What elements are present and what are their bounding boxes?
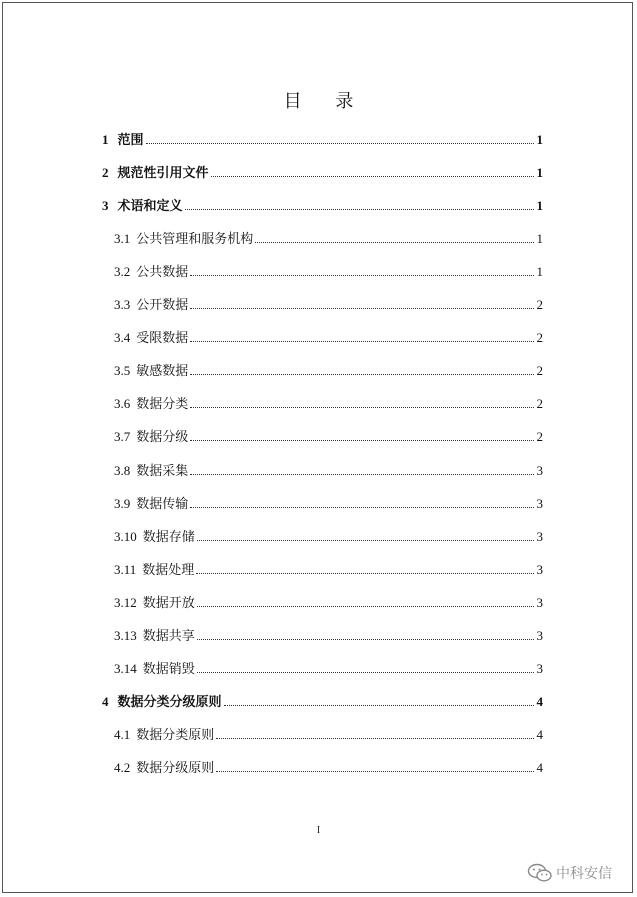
toc-entry-page: 3 bbox=[536, 628, 543, 643]
toc-dot-leader bbox=[197, 671, 534, 673]
toc-entry-page: 3 bbox=[536, 463, 543, 478]
toc-dot-leader bbox=[255, 241, 534, 243]
toc-entry-label: 规范性引用文件 bbox=[117, 166, 209, 181]
toc-entry-number: 3.14 bbox=[114, 661, 137, 676]
toc-entry-label: 数据传输 bbox=[136, 497, 189, 512]
toc-dot-leader bbox=[196, 572, 534, 574]
toc-entry-label: 数据分类原则 bbox=[136, 728, 215, 743]
toc-entry-page: 1 bbox=[536, 132, 543, 147]
toc-entry-label: 术语和定义 bbox=[117, 199, 183, 214]
toc-entry-number: 3.6 bbox=[114, 396, 131, 411]
toc-entry-label: 受限数据 bbox=[136, 331, 189, 346]
toc-dot-leader bbox=[190, 340, 534, 342]
toc-entry-label: 数据分级原则 bbox=[136, 761, 215, 776]
toc-entry-number: 3.1 bbox=[114, 231, 131, 246]
toc-dot-leader bbox=[197, 605, 534, 607]
toc-entry-number: 4.1 bbox=[114, 727, 131, 742]
toc-dot-leader bbox=[190, 506, 534, 508]
toc-entry[interactable] bbox=[114, 724, 543, 743]
toc-entry-number: 3.13 bbox=[114, 628, 137, 643]
table-of-contents bbox=[3, 3, 632, 892]
toc-entry-label: 数据处理 bbox=[142, 563, 195, 578]
toc-dot-leader bbox=[185, 208, 534, 210]
toc-entry[interactable] bbox=[114, 294, 543, 313]
toc-entry-number: 3.7 bbox=[114, 429, 131, 444]
toc-entry-label: 数据分级 bbox=[136, 430, 189, 445]
toc-entry-page: 2 bbox=[536, 297, 543, 312]
watermark-text: 中科安信 bbox=[556, 866, 612, 882]
toc-entry[interactable] bbox=[102, 691, 543, 710]
toc-dot-leader bbox=[190, 406, 534, 408]
toc-entry-label: 数据存储 bbox=[142, 530, 195, 545]
toc-entry-page: 1 bbox=[536, 231, 543, 246]
toc-entry-number: 3.3 bbox=[114, 297, 131, 312]
toc-entry-label: 公开数据 bbox=[136, 298, 189, 313]
toc-entry-page: 3 bbox=[536, 595, 543, 610]
toc-entry-label: 敏感数据 bbox=[136, 364, 189, 379]
toc-entry-page: 3 bbox=[536, 562, 543, 577]
toc-dot-leader bbox=[224, 704, 534, 706]
toc-entry-page: 1 bbox=[536, 165, 543, 180]
toc-entry[interactable] bbox=[114, 625, 543, 644]
wechat-icon bbox=[527, 863, 553, 883]
toc-entry-number: 3.11 bbox=[114, 562, 137, 577]
toc-dot-leader bbox=[190, 307, 534, 309]
toc-entry-page: 2 bbox=[536, 363, 543, 378]
toc-entry[interactable] bbox=[114, 426, 543, 445]
toc-entry[interactable] bbox=[114, 228, 543, 247]
toc-entry-label: 公共管理和服务机构 bbox=[136, 232, 254, 247]
toc-entry[interactable] bbox=[114, 460, 543, 479]
toc-entry[interactable] bbox=[114, 493, 543, 512]
toc-entry-number: 3.9 bbox=[114, 496, 131, 511]
toc-entry[interactable] bbox=[114, 592, 543, 611]
toc-entry-label: 数据销毁 bbox=[142, 662, 195, 677]
toc-entry-page: 4 bbox=[536, 694, 543, 709]
toc-entry[interactable] bbox=[114, 261, 543, 280]
toc-dot-leader bbox=[211, 175, 534, 177]
toc-dot-leader bbox=[216, 770, 534, 772]
toc-entry-page: 4 bbox=[536, 760, 543, 775]
toc-entry[interactable] bbox=[102, 129, 543, 148]
toc-entry-number: 3.12 bbox=[114, 595, 137, 610]
toc-entry[interactable] bbox=[102, 195, 543, 214]
toc-entry-number: 3.2 bbox=[114, 264, 131, 279]
toc-dot-leader bbox=[190, 373, 534, 375]
toc-entry-label: 数据共享 bbox=[142, 629, 195, 644]
toc-entry-label: 数据采集 bbox=[136, 464, 189, 479]
toc-entry[interactable] bbox=[114, 360, 543, 379]
toc-entry-label: 数据分类分级原则 bbox=[117, 695, 222, 710]
toc-entry-label: 范围 bbox=[117, 133, 144, 148]
toc-entry-page: 1 bbox=[536, 264, 543, 279]
toc-entry[interactable] bbox=[102, 162, 543, 181]
toc-entry[interactable] bbox=[114, 658, 543, 677]
toc-dot-leader bbox=[197, 539, 534, 541]
toc-entry-number: 4.2 bbox=[114, 760, 131, 775]
toc-entry[interactable] bbox=[114, 559, 543, 578]
toc-entry-page: 1 bbox=[536, 198, 543, 213]
toc-entry-label: 数据分类 bbox=[136, 397, 189, 412]
toc-dot-leader bbox=[146, 142, 534, 144]
toc-entry-page: 4 bbox=[536, 727, 543, 742]
toc-entry-page: 2 bbox=[536, 396, 543, 411]
document-page bbox=[2, 2, 633, 893]
toc-dot-leader bbox=[197, 638, 534, 640]
toc-entry-number: 4 bbox=[102, 694, 109, 709]
toc-dot-leader bbox=[216, 737, 534, 739]
toc-entry-number: 3.4 bbox=[114, 330, 131, 345]
toc-dot-leader bbox=[190, 439, 534, 441]
toc-entry-page: 3 bbox=[536, 496, 543, 511]
toc-dot-leader bbox=[190, 473, 534, 475]
toc-entry[interactable] bbox=[114, 393, 543, 412]
toc-entry-number: 2 bbox=[102, 165, 109, 180]
toc-entry-page: 2 bbox=[536, 330, 543, 345]
toc-entry[interactable] bbox=[114, 526, 543, 545]
toc-entry-number: 3.8 bbox=[114, 463, 131, 478]
toc-entry[interactable] bbox=[114, 327, 543, 346]
watermark bbox=[527, 863, 612, 883]
toc-dot-leader bbox=[190, 274, 534, 276]
toc-entry-number: 3 bbox=[102, 198, 109, 213]
toc-entry-label: 公共数据 bbox=[136, 265, 189, 280]
toc-entry-label: 数据开放 bbox=[142, 596, 195, 611]
toc-entry-number: 3.5 bbox=[114, 363, 131, 378]
page-title: 目 录 bbox=[283, 91, 368, 112]
footer-page-number: I bbox=[316, 825, 321, 836]
toc-entry-page: 2 bbox=[536, 429, 543, 444]
toc-entry-page: 3 bbox=[536, 529, 543, 544]
toc-entry-number: 1 bbox=[102, 132, 109, 147]
toc-entry[interactable] bbox=[114, 757, 543, 776]
toc-entry-number: 3.10 bbox=[114, 529, 137, 544]
toc-entry-page: 3 bbox=[536, 661, 543, 676]
